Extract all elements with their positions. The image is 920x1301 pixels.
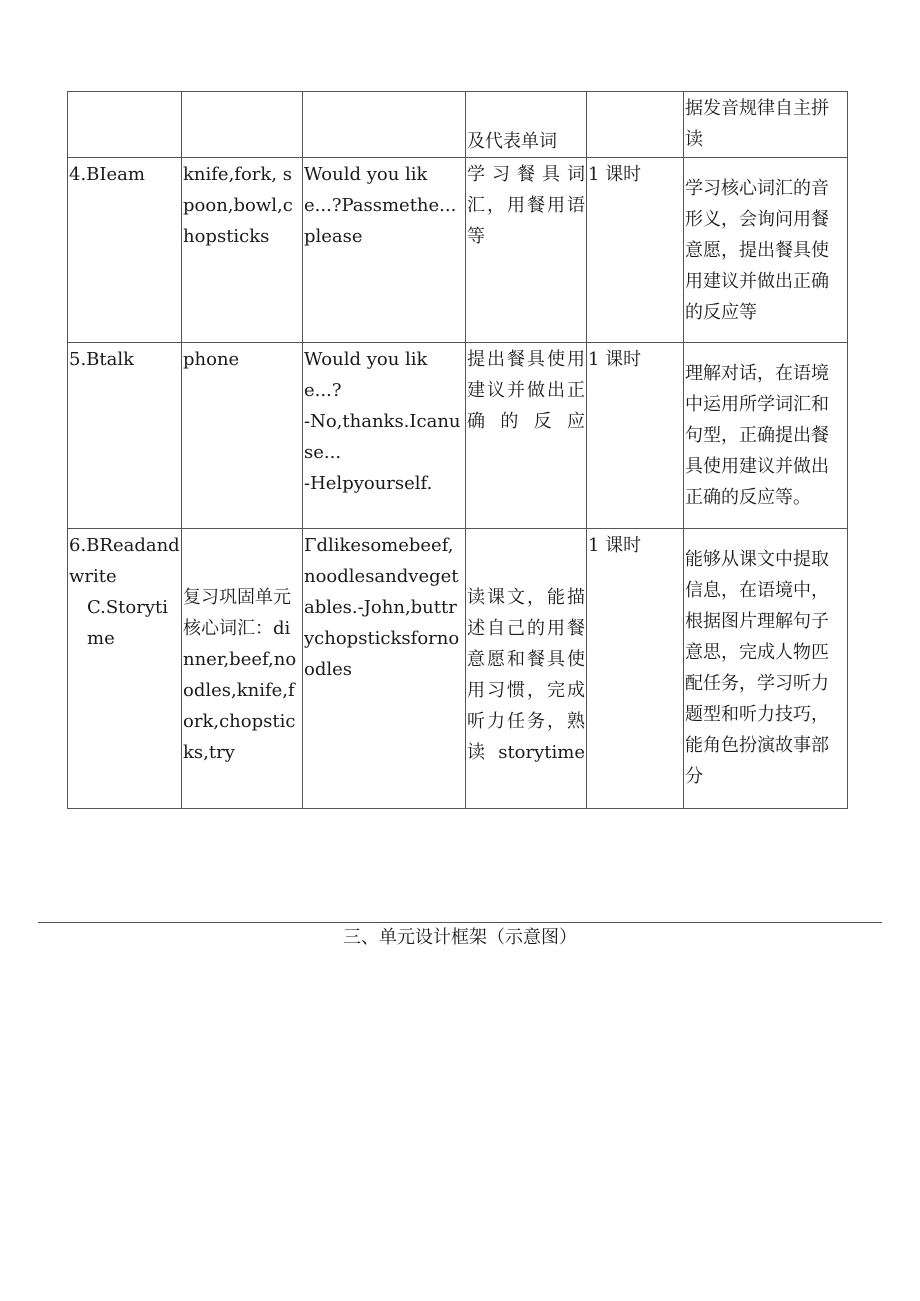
table-row [68, 158, 848, 343]
sentence-line: -No,thanks.Icanuse... [304, 411, 461, 463]
cell-objective [466, 529, 587, 809]
lesson-plan-table [67, 91, 848, 809]
objective-text: 读课文，能描述自己的用餐意愿和餐具使用习惯，完成听力任务，熟读storytime [467, 587, 585, 763]
table-row [68, 92, 848, 158]
cell-objective [466, 158, 587, 343]
cell-vocabulary [182, 529, 303, 809]
objective-text: 及代表单词 [467, 131, 557, 152]
cell-hours: 1 课时 [587, 529, 684, 809]
cell-goal: 据发音规律自主拼读 [684, 92, 848, 158]
cell-lesson [68, 92, 182, 158]
cell-vocabulary [182, 92, 303, 158]
cell-hours: 1 课时 [587, 158, 684, 343]
section-heading: 三、单元设计框架（示意图） [343, 927, 577, 948]
table-row [68, 529, 848, 809]
cell-goal [684, 343, 848, 529]
table-row [68, 343, 848, 529]
cell-sentences [303, 343, 466, 529]
cell-sentences [303, 92, 466, 158]
section-divider [38, 922, 882, 923]
objective-text: 提出餐具使用建议并做出正确的反应 [467, 349, 585, 432]
cell-goal [684, 158, 848, 343]
sentence-line: Would you like...? [304, 349, 428, 401]
cell-objective [466, 92, 587, 158]
cell-sentences: Would you like...?Passmethe...please [303, 158, 466, 343]
cell-hours [587, 92, 684, 158]
objective-text: 学习餐具词汇，用餐用语等 [467, 164, 585, 247]
cell-sentences: Γdlikesomebeef,noodlesandvegetables.-John,buttrychopsticksfornoodles [303, 529, 466, 809]
cell-lesson: 5.Btalk [68, 343, 182, 529]
cell-vocabulary: knife,fork, spoon,bowl,chopsticks [182, 158, 303, 343]
goal-text: 学习核心词汇的音形义，会询问用餐意愿，提出餐具使用建议并做出正确的反应等 [685, 178, 829, 323]
goal-text: 能够从课文中提取信息，在语境中，根据图片理解句子意思，完成人物匹配任务，学习听力题型和听力技巧，能角色扮演故事部分 [685, 549, 829, 787]
lesson-line: 6.BReadand write [69, 535, 180, 587]
sentence-line: -Helpyourself. [304, 473, 433, 494]
cell-goal [684, 529, 848, 809]
vocabulary-text: 复习巩固单元核心词汇：dinner,beef,noodles,knife,fork,chopsticks,try [183, 587, 297, 763]
cell-vocabulary: phone [182, 343, 303, 529]
goal-text: 理解对话，在语境中运用所学词汇和句型，正确提出餐具使用建议并做出正确的反应等。 [685, 363, 829, 508]
cell-lesson [68, 529, 182, 809]
cell-lesson: 4.BIeam [68, 158, 182, 343]
cell-objective [466, 343, 587, 529]
lesson-line: C.Storytime [87, 597, 169, 649]
cell-hours: 1 课时 [587, 343, 684, 529]
